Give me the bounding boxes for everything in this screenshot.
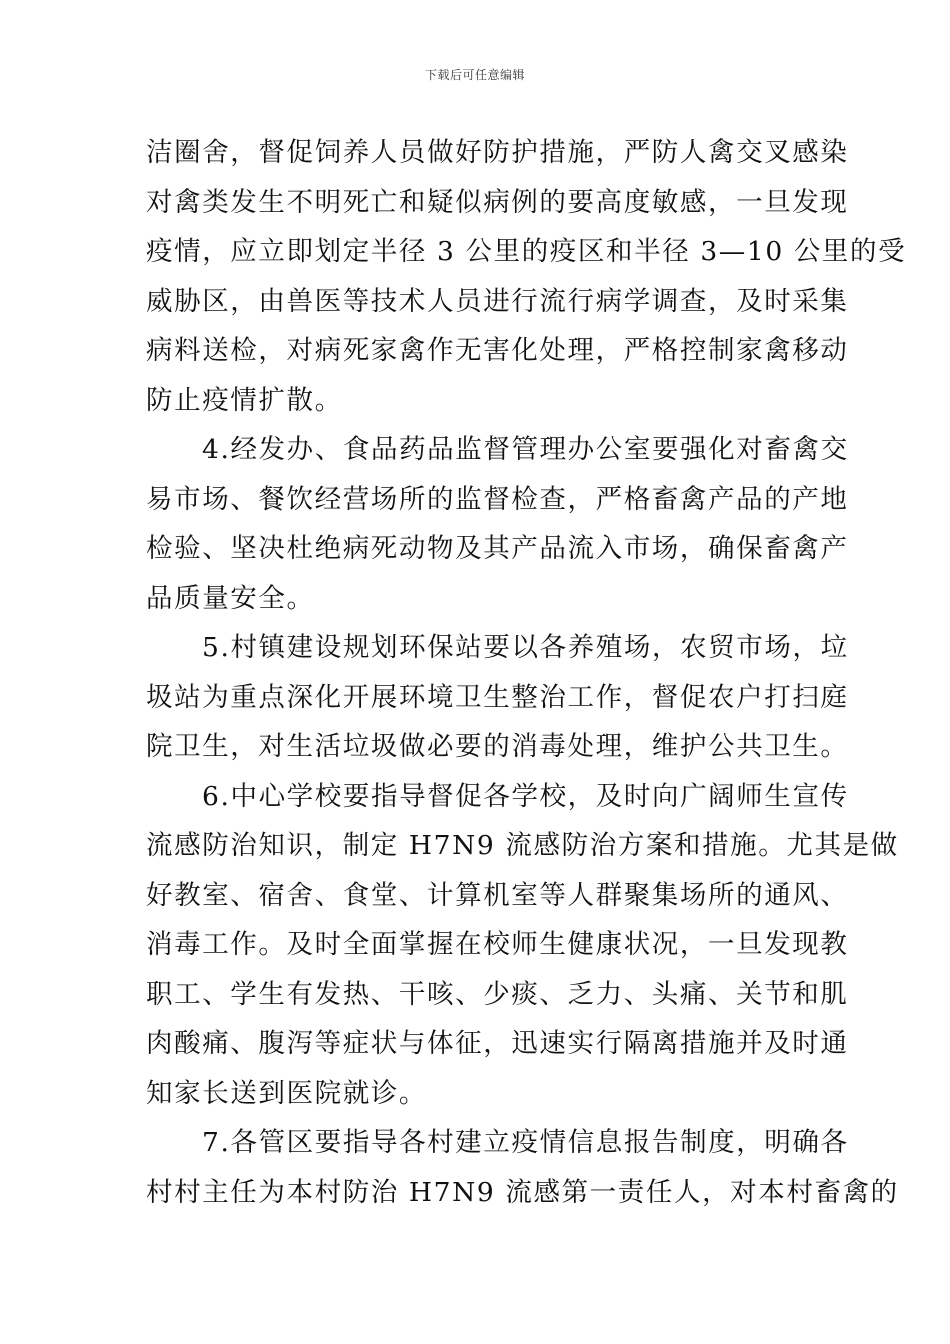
page-header: 下载后可任意编辑 xyxy=(424,68,525,82)
document-body xyxy=(146,128,907,1217)
paragraph-7-first-line: 7.各管区要指导各村建立疫情信息报告制度，明确各 xyxy=(202,1127,849,1158)
text-line: 圾站为重点深化开展环境卫生整治工作，督促农户打扫庭 xyxy=(146,681,849,713)
text-line: 易市场、餐饮经营场所的监督检查，严格畜禽产品的产地 xyxy=(146,483,849,515)
paragraph-5-first-line: 5.村镇建设规划环保站要以各养殖场，农贸市场，垃 xyxy=(202,632,849,663)
text-line: 好教室、宿舍、食堂、计算机室等人群聚集场所的通风、 xyxy=(146,879,849,911)
text-line: 知家长送到医院就诊。 xyxy=(146,1077,427,1109)
text-line: 流感防治知识，制定 H7N9 流感防治方案和措施。尤其是做 xyxy=(146,830,899,861)
text-line: 防止疫情扩散。 xyxy=(146,384,343,416)
text-line: 品质量安全。 xyxy=(146,582,315,614)
text-line: 威胁区，由兽医等技术人员进行流行病学调查，及时采集 xyxy=(146,285,849,317)
text-line: 疫情，应立即划定半径 3 公里的疫区和半径 3—10 公里的受 xyxy=(146,236,907,267)
text-line: 对禽类发生不明死亡和疑似病例的要高度敏感，一旦发现 xyxy=(146,186,849,218)
text-line: 洁圈舍，督促饲养人员做好防护措施，严防人禽交叉感染 xyxy=(146,137,849,168)
paragraph-4-first-line: 4.经发办、食品药品监督管理办公室要强化对畜禽交 xyxy=(202,434,849,465)
text-line: 病料送检，对病死家禽作无害化处理，严格控制家禽移动 xyxy=(146,335,849,366)
text-line: 村村主任为本村防治 H7N9 流感第一责任人，对本村畜禽的 xyxy=(146,1176,899,1208)
text-line: 院卫生，对生活垃圾做必要的消毒处理，维护公共卫生。 xyxy=(146,731,849,762)
text-line: 职工、学生有发热、干咳、少痰、乏力、头痛、关节和肌 xyxy=(146,978,849,1010)
paragraph-6-first-line: 6.中心学校要指导督促各学校，及时向广阔师生宣传 xyxy=(202,780,849,812)
text-line: 肉酸痛、腹泻等症状与体征，迅速实行隔离措施并及时通 xyxy=(146,1028,849,1059)
text-line: 检验、坚决杜绝病死动物及其产品流入市场，确保畜禽产 xyxy=(146,533,849,564)
text-line: 消毒工作。及时全面掌握在校师生健康状况，一旦发现教 xyxy=(146,929,849,960)
